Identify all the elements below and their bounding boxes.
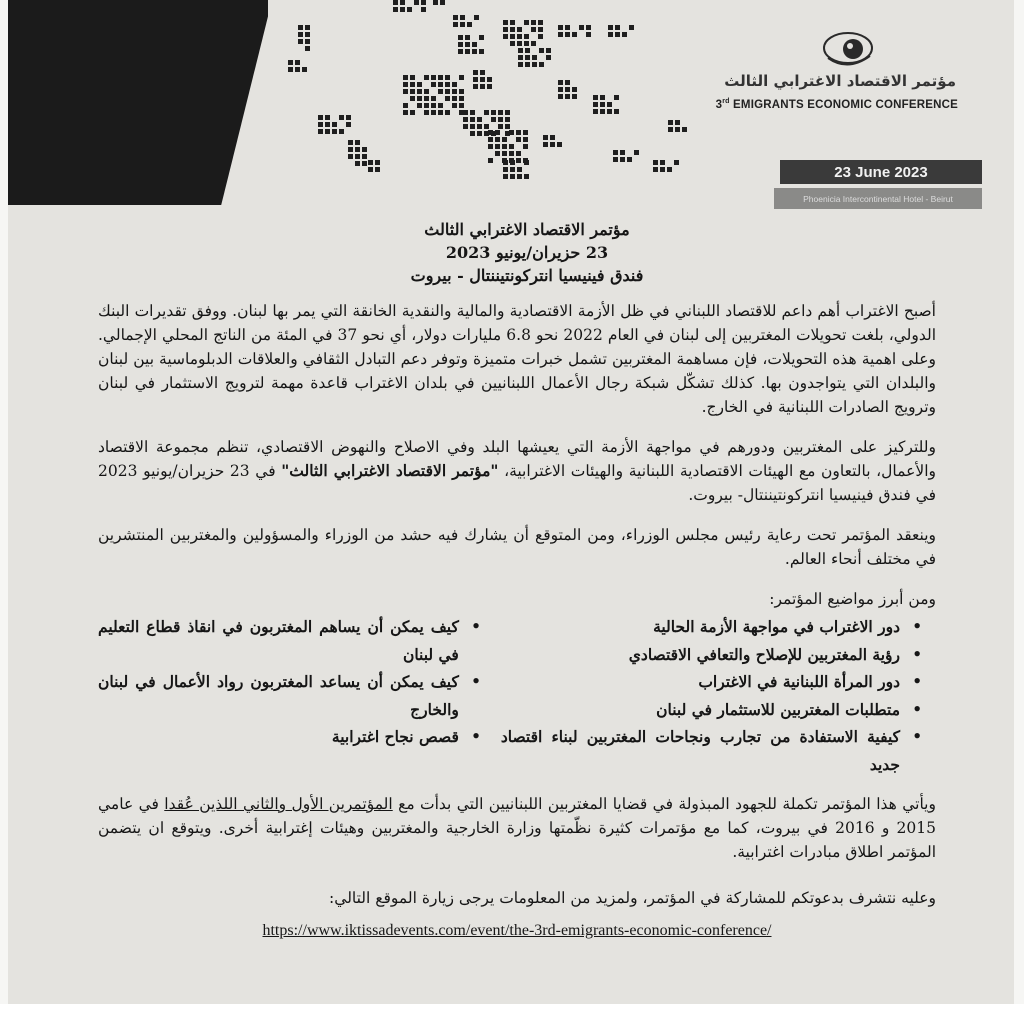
topic-item (98, 723, 481, 751)
heading-line-1: مؤتمر الاقتصاد الاغترابي الثالث (424, 220, 630, 239)
topics-intro: ومن أبرز مواضيع المؤتمر: (769, 590, 936, 608)
conference-logo (706, 28, 976, 123)
topic-text: قصص نجاح اغترابية (331, 727, 459, 746)
topic-item (501, 696, 922, 724)
paragraph-1: أصبح الاغتراب أهم داعم للاقتصاد اللبناني في ظل الأزمة الاقتصادية والمالية والنقدية الخانقة التي يمر بها لبنان. ووفق تقديرات البنك الدولي، بلغت تحويلات المغتربين إلى لبنان في العام 2022 نحو 6.8 مليارات دولار، أي نحو 37 في المئة من الناتج المحلي الإجمالي. وعلى اهمية هذه التحويلات، فإن مساهمة المغتربين تشمل خبرات متميزة وتوفر دعم التبادل الثقافي والعلاقات الدبلوماسية بين لبنان والبلدان التي يتواجدون بها. كذلك تشكّل شبكة رجال الأعمال اللبنانيين في بلدان الاغتراب قاعدة مهمة لترويج الاستثمار في لبنان وترويج الصادرات اللبنانية في الخارج. (98, 302, 937, 416)
topic-text: دور المرأة اللبنانية في الاغتراب (698, 672, 900, 691)
bullet-icon: • (912, 672, 922, 690)
logo-arabic-name: مؤتمر الاقتصاد الاغترابي الثالث (724, 72, 956, 90)
topic-text: كيف يمكن أن يساهم المغتربون في انقاذ قطاع التعليم في لبنان (98, 617, 459, 664)
topic-text: رؤية المغتربين للإصلاح والتعافي الاقتصادي (628, 644, 900, 664)
logo-english-name: 3rd EMIGRANTS ECONOMIC CONFERENCE (715, 98, 958, 111)
globe-logo-icon (820, 28, 876, 72)
topic-item (98, 668, 481, 723)
topic-text: كيفية الاستفادة من تجارب ونجاحات المغتربين لبناء اقتصاد جديد (500, 727, 900, 774)
bullet-icon: • (471, 672, 481, 690)
bullet-icon: • (912, 617, 922, 635)
dark-corner-banner (8, 0, 268, 205)
topic-item (501, 641, 922, 669)
dotted-world-map-graphic (258, 0, 778, 210)
paragraph-3: وينعقد المؤتمر تحت رعاية رئيس مجلس الوزراء، ومن المتوقع أن يشارك فيه حشد من الوزراء والمسؤولين والمغتربين المنتشرين في مختلف أنحاء العالم. (98, 526, 936, 568)
topics-column-left (98, 613, 501, 778)
topic-text: دور الاغتراب في مواجهة الأزمة الحالية (653, 617, 900, 636)
topic-text: كيف يمكن أن يساعد المغتربون رواد الأعمال في لبنان والخارج (98, 672, 459, 719)
bullet-icon: • (912, 699, 922, 718)
topic-item (501, 668, 922, 696)
conference-website-link[interactable]: https://www.iktissadevents.com/event/the-3rd-emigrants-economic-conference/ (262, 922, 772, 939)
date-badge: 23 June 2023 (780, 160, 982, 184)
paragraph-4: ويأتي هذا المؤتمر تكملة للجهود المبذولة في قضايا المغتربين اللبنانيين التي بدأت مع المؤتمرين الأول والثاني اللذين عُقدا في عامي 2015 و 2016 في بيروت، كما مع مؤتمرات كثيرة نظّمتها وزارة الخارجية والمغتربين وهيئات إغترابية أخرى. ويتوقع ان يتضمن المؤتمر اطلاق مبادرات اغترابية. (98, 795, 936, 861)
bullet-icon: • (912, 644, 922, 663)
document-page (8, 0, 1014, 1004)
topic-item (501, 613, 922, 641)
bullet-icon: • (471, 727, 481, 745)
paragraph-5: وعليه نتشرف بدعوتكم للمشاركة في المؤتمر، ولمزيد من المعلومات يرجى زيارة الموقع التالي: (329, 889, 936, 907)
topics-list (98, 613, 936, 778)
topic-item (501, 723, 922, 778)
document-body (98, 218, 936, 943)
bullet-icon: • (912, 727, 922, 745)
topic-item (98, 613, 481, 668)
topic-text: متطلبات المغتربين للاستثمار في لبنان (656, 699, 900, 719)
bottom-white-strip (0, 1004, 1024, 1022)
heading-line-3: فندق فينيسيا انتركونتيننتال - بيروت (410, 266, 644, 285)
venue-badge: Phoenicia Intercontinental Hotel - Beirut (774, 188, 982, 209)
paragraph-2: وللتركيز على المغتربين ودورهم في مواجهة الأزمة التي يعيشها البلد وفي الاصلاح والنهوض الاقتصادي، تنظم مجموعة الاقتصاد والأعمال، بالتعاون مع الهيئات الاقتصادية اللبنانية والهيئات الاغترابية، "مؤتمر الاقتصاد الاغترابي الثالث" في 23 حزيران/يونيو 2023 في فندق فينيسيا انتركونتيننتال- بيروت. (98, 438, 936, 504)
document-heading (98, 218, 956, 287)
topics-column-right (501, 613, 936, 778)
heading-line-2: 23 حزيران/يونيو 2023 (445, 243, 609, 262)
bullet-icon: • (471, 617, 481, 635)
